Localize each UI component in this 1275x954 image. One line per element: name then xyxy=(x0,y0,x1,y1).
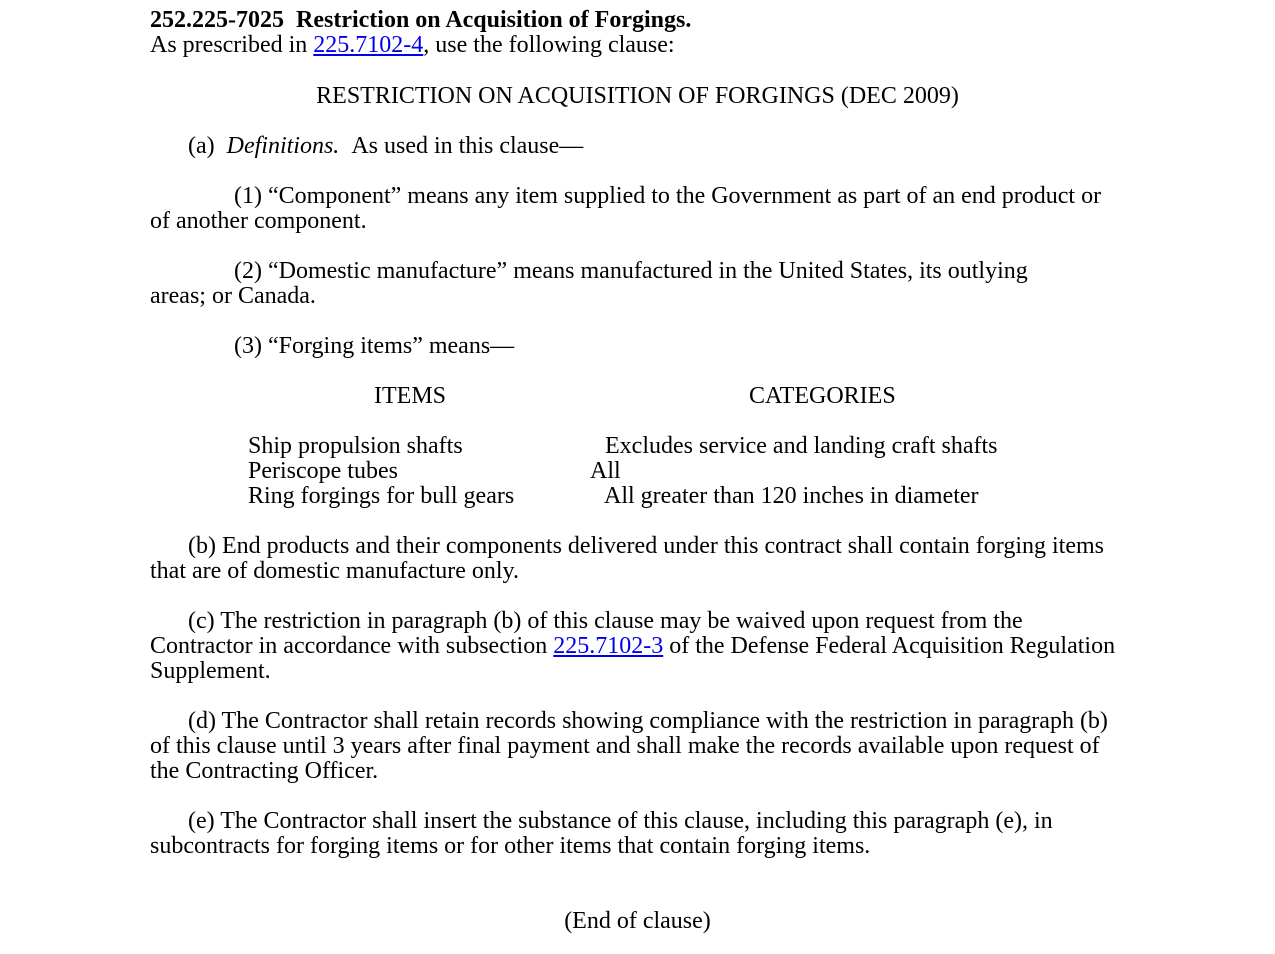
table-header-items: ITEMS xyxy=(374,383,446,409)
table-cell-item: Periscope tubes xyxy=(248,458,398,484)
paragraph-a-term: Definitions. xyxy=(226,133,340,159)
table-cell-category: All xyxy=(590,458,621,484)
prescription-link[interactable]: 225.7102-4 xyxy=(313,32,424,58)
prescription-suffix: , use the following clause: xyxy=(423,32,675,58)
definition-1: (1) “Component” means any item supplied to the Government as part of an end product or of another component. xyxy=(150,183,1102,234)
table-cell-item: Ring forgings for bull gears xyxy=(248,483,515,509)
paragraph-c-text-before: (c) The restriction in paragraph (b) of this clause may be waived upon request from the Contractor in accordance with subsection xyxy=(150,608,1023,659)
prescription-prefix: As prescribed in xyxy=(150,32,314,58)
table-header-categories: CATEGORIES xyxy=(749,383,896,409)
definition-3: (3) “Forging items” means— xyxy=(234,333,515,359)
paragraph-c-link[interactable]: 225.7102-3 xyxy=(553,633,664,659)
table-row xyxy=(150,484,1125,509)
table-cell-category: Excludes service and landing craft shafts xyxy=(605,433,998,459)
table-row xyxy=(150,459,1125,484)
clause-heading xyxy=(150,8,691,33)
paragraph-a xyxy=(188,134,583,159)
definition-2: (2) “Domestic manufacture” means manufactured in the United States, its outlying areas; or Canada. xyxy=(150,258,1028,309)
table-cell-category: All greater than 120 inches in diameter xyxy=(604,483,979,509)
table-cell-item: Ship propulsion shafts xyxy=(248,433,463,459)
paragraph-a-label: (a) xyxy=(188,133,215,159)
paragraph-d: (d) The Contractor shall retain records showing compliance with the restriction in paragraph (b) of this clause until 3 years after final payment and shall make the records available upon request of the Contracting Officer. xyxy=(150,708,1108,784)
prescription-line xyxy=(150,33,675,58)
paragraph-b: (b) End products and their components delivered under this contract shall contain forging items that are of domestic manufacture only. xyxy=(150,533,1104,584)
end-of-clause: (End of clause) xyxy=(564,908,711,934)
clause-title: RESTRICTION ON ACQUISITION OF FORGINGS (DEC 2009) xyxy=(316,83,959,109)
paragraph-c xyxy=(150,609,1125,684)
clause-number: 252.225-7025 xyxy=(150,7,284,33)
paragraph-a-text: As used in this clause— xyxy=(351,133,584,159)
table-row xyxy=(150,434,1125,459)
clause-heading-title: Restriction on Acquisition of Forgings. xyxy=(296,7,692,33)
paragraph-c-text-after: of the Defense Federal Acquisition Regulation Supplement. xyxy=(150,633,1116,684)
paragraph-e: (e) The Contractor shall insert the substance of this clause, including this paragraph (e), in subcontracts for forging items or for other items that contain forging items. xyxy=(150,808,1053,859)
